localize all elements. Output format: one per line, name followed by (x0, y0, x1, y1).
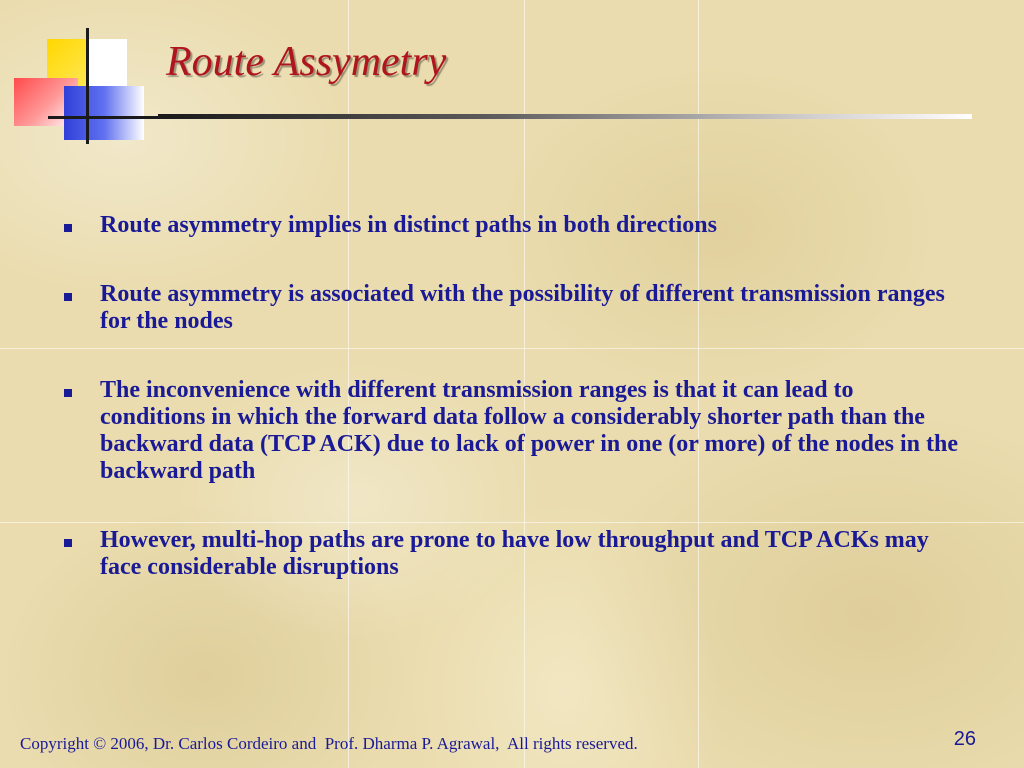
bullet-text: Route asymmetry implies in distinct paths in both directions (100, 212, 717, 238)
footer-copyright: Copyright © 2006, Dr. Carlos Cordeiro and Prof. Dharma P. Agrawal, All rights reserved. (20, 734, 638, 753)
bullet-list (60, 212, 960, 581)
logo-vertical-line (86, 28, 89, 144)
bullet-item (60, 527, 960, 581)
logo-horizontal-line (48, 116, 158, 119)
square-bullet-icon (64, 224, 72, 232)
bullet-text: The inconvenience with different transmission ranges is that it can lead to conditions in which the forward data follow a considerably shorter path than the backward data (TCP ACK) due to lack of power in one (or more) of the nodes in the backward path (100, 377, 958, 484)
page-number: 26 (953, 728, 976, 750)
decorative-squares-logo (0, 0, 160, 150)
bullet-item (60, 377, 960, 485)
square-bullet-icon (64, 293, 72, 301)
square-bullet-icon (64, 389, 72, 397)
white-square (89, 39, 127, 87)
bullet-text: Route asymmetry is associated with the possibility of different transmission ranges for the nodes (100, 281, 945, 334)
bullet-item (60, 212, 960, 239)
title-underline (158, 114, 972, 119)
slide-title: Route Assymetry (166, 39, 447, 85)
bullet-item (60, 281, 960, 335)
bullet-text: However, multi-hop paths are prone to have low throughput and TCP ACKs may face considerable disruptions (100, 527, 929, 580)
square-bullet-icon (64, 539, 72, 547)
blue-square (64, 86, 144, 140)
